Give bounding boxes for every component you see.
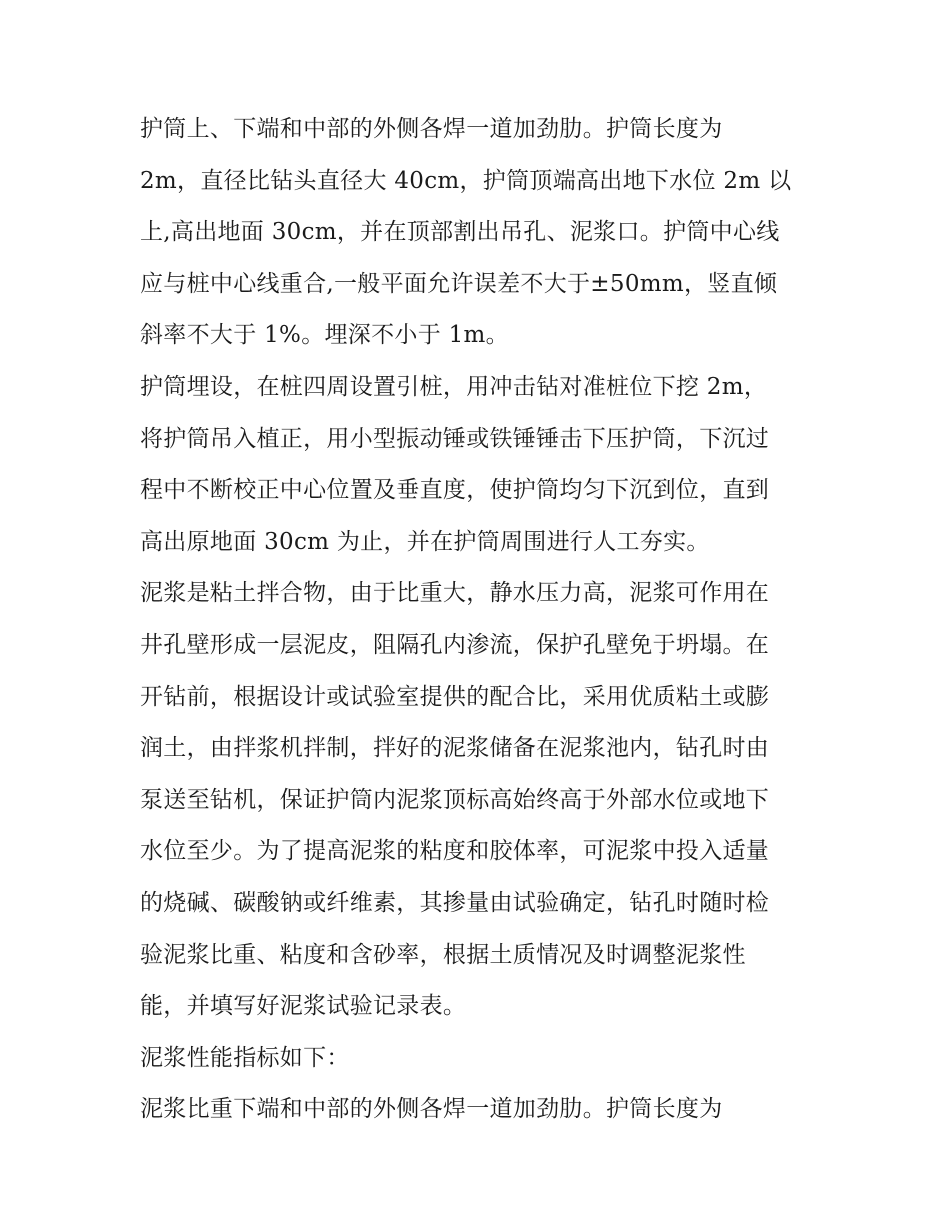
text-line: 井孔壁形成一层泥皮，阻隔孔内渗流，保护孔壁免于坍塌。在 [140,631,770,658]
paragraph-mud-indicators-heading [140,1033,812,1085]
document-body [140,104,812,1136]
text-line: 验泥浆比重、粘度和含砂率，根据土质情况及时调整泥浆性 [140,941,746,968]
text-line: 应与桩中心线重合,一般平面允许误差不大于±50mm，竖直倾 [140,270,778,297]
text-line: 泥浆比重下端和中部的外侧各焊一道加劲肋。护筒长度为 [140,1096,723,1123]
paragraph-mud-description [140,568,812,1032]
paragraph-casing-installation [140,362,812,568]
text-line: 润土，由拌浆机拌制，拌好的泥浆储备在泥浆池内，钻孔时由 [140,735,770,762]
text-line: 泥浆性能指标如下： [140,1044,350,1071]
text-line: 护筒上、下端和中部的外侧各焊一道加劲肋。护筒长度为 [140,116,723,142]
text-line: 将护筒吊入植正，用小型振动锤或铁锤锤击下压护筒，下沉过 [140,425,770,452]
text-line: 水位至少。为了提高泥浆的粘度和胶体率，可泥浆中投入适量 [140,838,770,865]
paragraph-mud-density [140,1084,812,1136]
text-line: 2m，直径比钻头直径大 40cm，护筒顶端高出地下水位 2m 以 [140,167,792,194]
text-line: 护筒埋设，在桩四周设置引桩，用冲击钻对准桩位下挖 2m， [140,373,768,400]
text-line: 斜率不大于 1%。埋深不小于 1m。 [140,322,509,349]
text-line: 程中不断校正中心位置及垂直度，使护筒均匀下沉到位，直到 [140,477,770,504]
text-line: 上,高出地面 30cm，并在顶部割出吊孔、泥浆口。护筒中心线 [140,219,780,246]
paragraph-casing-specs [140,104,812,362]
text-line: 开钻前，根据设计或试验室提供的配合比，采用优质粘土或膨 [140,683,770,710]
text-line: 高出原地面 30cm 为止，并在护筒周围进行人工夯实。 [140,528,710,555]
text-line: 泵送至钻机，保证护筒内泥浆顶标高始终高于外部水位或地下 [140,786,770,813]
text-line: 泥浆是粘土拌合物，由于比重大，静水压力高，泥浆可作用在 [140,580,770,607]
text-line: 的烧碱、碳酸钠或纤维素，其掺量由试验确定，钻孔时随时检 [140,889,770,916]
text-line: 能，并填写好泥浆试验记录表。 [140,993,467,1020]
